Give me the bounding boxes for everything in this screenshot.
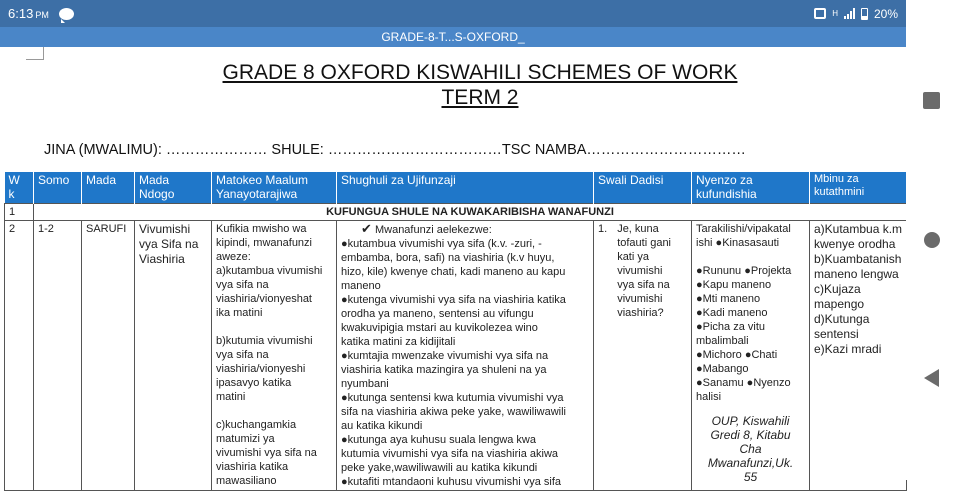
document-page[interactable] — [0, 47, 906, 488]
recent-apps-icon[interactable] — [923, 92, 940, 109]
header-matokeo: Matokeo Maalum Yanayotarajiwa — [212, 172, 337, 203]
page-corner-mark — [26, 47, 44, 60]
cell-mbinu: a)Kutambua k.m kwenye orodha b)Kuambatanish maneno lengwa c)Kujaza mapengo d)Kutunga sentensi e)Kazi mradi — [810, 220, 907, 490]
document-name: GRADE-8-T...S-OXFORD_ — [381, 30, 525, 44]
cell-shughuli — [337, 220, 594, 490]
system-navigation-bar — [906, 0, 960, 480]
cell-mada: SARUFI — [82, 220, 135, 490]
time-value: 6:13 — [8, 6, 34, 21]
header-wk: W k — [5, 172, 34, 203]
swali-number: 1. — [598, 222, 608, 235]
document-title-bar[interactable] — [0, 27, 906, 47]
cell-wk: 2 — [5, 220, 34, 490]
status-time — [8, 6, 49, 21]
table-row — [5, 203, 907, 220]
table-row — [5, 220, 907, 490]
vibrate-icon — [814, 8, 826, 19]
home-icon[interactable] — [924, 232, 940, 248]
header-mbinu: Mbinu za kutathmini — [810, 172, 907, 203]
cell-mada-ndogo: Vivumishi vya Sifa na Viashiria — [135, 220, 212, 490]
cell-nyenzo — [692, 220, 810, 490]
cell-somo: 1-2 — [34, 220, 82, 490]
header-somo: Somo — [34, 172, 82, 203]
network-type-icon: H — [832, 9, 838, 18]
battery-icon — [861, 8, 868, 20]
cell-wk: 1 — [5, 203, 34, 220]
header-swali-dadisi: Swali Dadisi — [594, 172, 692, 203]
scheme-of-work-table — [4, 172, 907, 491]
back-icon[interactable] — [924, 369, 939, 387]
document-heading: GRADE 8 OXFORD KISWAHILI SCHEMES OF WORK — [222, 61, 738, 84]
header-nyenzo: Nyenzo za kufundishia — [692, 172, 810, 203]
header-mada: Mada — [82, 172, 135, 203]
cell-swali-dadisi — [594, 220, 692, 490]
banner-cell: KUFUNGUA SHULE NA KUWAKARIBISHA WANAFUNZI — [34, 203, 907, 220]
swali-text: Je, kuna tofauti gani kati ya vivumishi vya sifa na vivumishi viashiria? — [617, 222, 672, 319]
teacher-info-line: JINA (MWALIMU): ………………… SHULE: ………………………………TSC NAMBA…………………………… — [44, 142, 746, 158]
table-header-row — [5, 172, 907, 203]
cell-matokeo: Kufikia mwisho wa kipindi, mwanafunzi aweze: a)kutambua vivumishi vya sifa na viashiria/vionyeshat ika matini b)kutumia vivumishi vya sifa na viashiria/vionyeshi ipasavyo katika matini c)kuchangamkia matumizi ya vivumishi vya sifa na viashiria katika mawasiliano — [212, 220, 337, 490]
header-mada-ndogo: Mada Ndogo — [135, 172, 212, 203]
shughuli-list: ●kutambua vivumishi vya sifa (k.v. -zuri, - embamba, bora, safi) na viashiria (k.v huyu, hizo, kile) kwenye chati, kadi maneno au kapu maneno ●kutenga vivumishi vya sifa na viashiria katika orodha ya maneno, sentensi au vifungu kwakuvipigia mstari au kuvikolezea wino katika matini za kidijitali ●kumtajia mwenzake vivumishi vya sifa na viashiria katika mazingira ya shuleni na ya nyumbani ●kutunga sentensi kwa kutumia vivumishi vya sifa na viashiria akiwa peke yake, wawiliwawili au katika kikundi ●kutunga aya kuhusu suala lengwa kwa kutumia vivumishi vya sifa na viashiria akiwa peke yake,wawiliwawili au katika kikundi ●kutafiti mtandaoni kuhusu vivumishi vya sifa — [341, 237, 566, 488]
battery-level: 20% — [873, 6, 898, 21]
status-bar — [0, 0, 906, 27]
chat-icon — [59, 8, 74, 20]
checkmark-icon: ✔ — [361, 220, 372, 236]
signal-icon — [844, 8, 855, 19]
document-subheading: TERM 2 — [441, 86, 519, 109]
nyenzo-reference: OUP, Kiswahili Gredi 8, Kitabu Cha Mwanafunzi,Uk. 55 — [707, 413, 794, 484]
nyenzo-list: Tarakilishi/vipakatal ishi ●Kinasasauti ●Rununu ●Projekta ●Kapu maneno ●Mti maneno ●Kadi maneno ●Picha za vitu mbalimbali ●Michoro ●Chati ●Mabango ●Sanamu ●Nyenzo halisi — [696, 222, 792, 403]
time-ampm: PM — [35, 10, 49, 20]
status-indicators — [814, 7, 898, 21]
header-shughuli: Shughuli za Ujifunzaji — [337, 172, 594, 203]
shughuli-intro: Mwanafunzi aelekezwe: — [374, 223, 492, 236]
